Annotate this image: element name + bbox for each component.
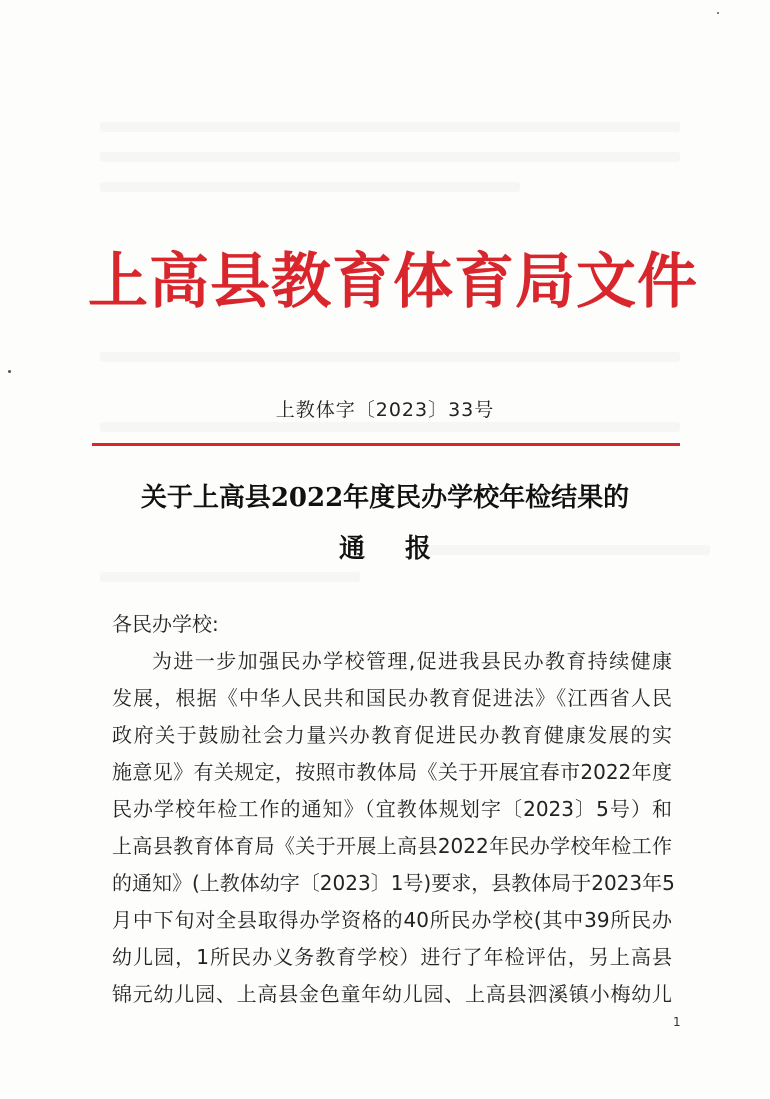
- body-text-line: 政府关于鼓励社会力量兴办教育促进民办教育健康发展的实: [112, 723, 672, 747]
- document-number: 上教体字〔2023〕33号: [275, 399, 495, 421]
- scan-bleed-mark: [100, 572, 360, 582]
- scan-bleed-mark: [100, 122, 680, 132]
- scan-bleed-mark: [100, 422, 680, 432]
- body-text-line: 月中下旬对全县取得办学资格的40所民办学校(其中39所民办: [112, 908, 672, 932]
- body-text-line: 民办学校年检工作的通知》（宜教体规划字〔2023〕5号）和: [112, 797, 672, 821]
- body-text-line: 幼儿园，1所民办义务教育学校）进行了年检评估，另上高县: [112, 945, 672, 969]
- body-text-line: 锦元幼儿园、上高县金色童年幼儿园、上高县泗溪镇小梅幼儿: [112, 982, 672, 1006]
- scan-bleed-mark: [100, 152, 680, 162]
- page-number: 1: [673, 1015, 681, 1029]
- salutation: 各民办学校:: [112, 612, 219, 636]
- body-text-line: 施意见》有关规定，按照市教体局《关于开展宜春市2022年度: [112, 760, 672, 784]
- body-text-line: 发展，根据《中华人民共和国民办教育促进法》《江西省人民: [112, 686, 672, 710]
- issuer-header-title: 上高县教育体育局文件: [88, 247, 698, 317]
- red-divider-rule: [92, 443, 680, 446]
- body-text-line: 上高县教育体育局《关于开展上高县2022年民办学校年检工作: [112, 834, 672, 858]
- body-text-line: 的通知》(上教体幼字〔2023〕1号)要求，县教体局于2023年5: [112, 871, 675, 895]
- notice-title-line-2: 通报: [338, 534, 471, 564]
- body-text-line: 为进一步加强民办学校管理,促进我县民办教育持续健康: [152, 649, 672, 673]
- notice-title-line-1: 关于上高县2022年度民办学校年检结果的: [140, 483, 630, 513]
- scan-speck: [717, 12, 719, 14]
- scan-speck: [8, 370, 11, 373]
- scan-bleed-mark: [100, 182, 520, 192]
- scan-bleed-mark: [100, 352, 680, 362]
